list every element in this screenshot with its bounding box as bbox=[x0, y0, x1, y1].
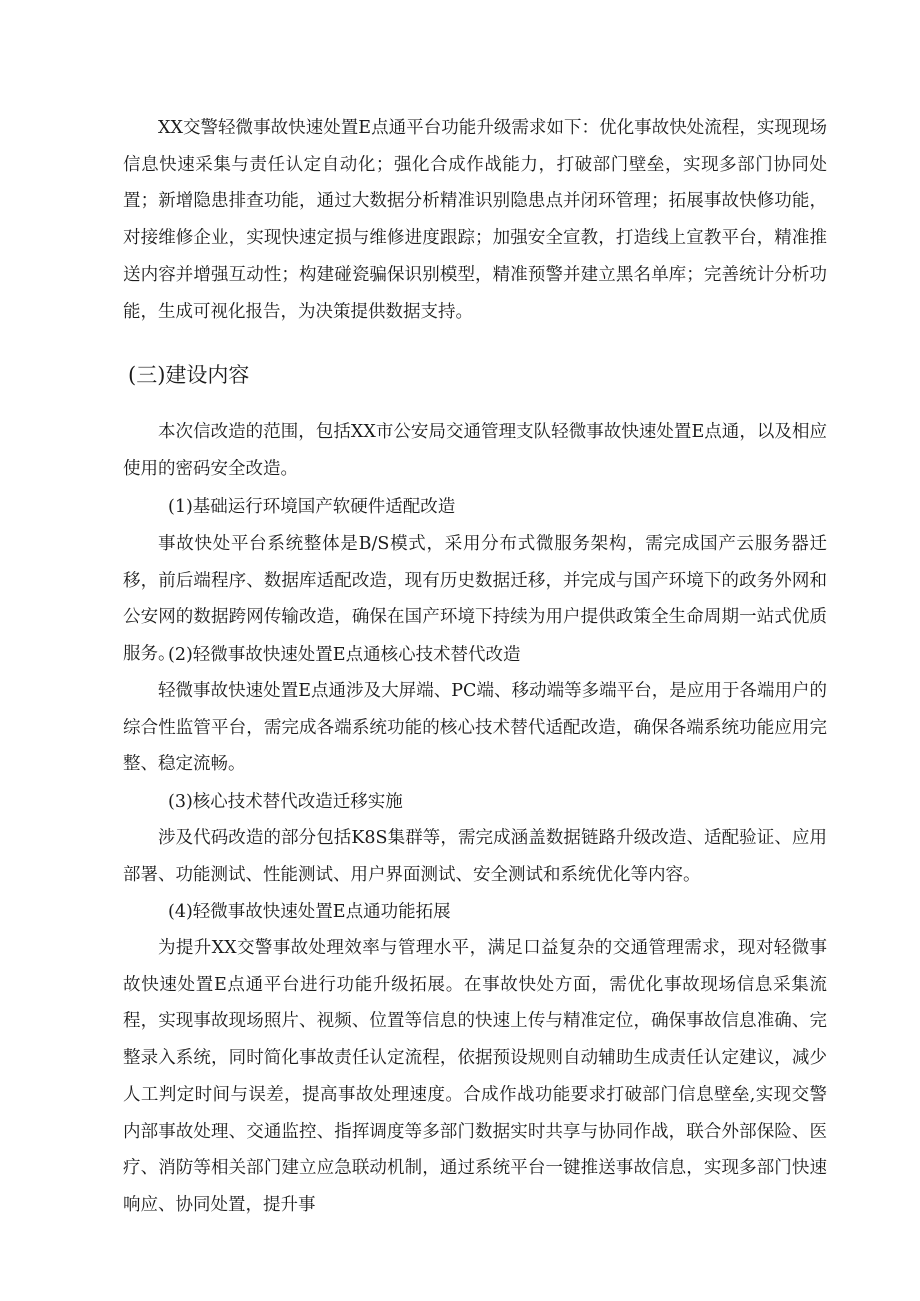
item-1-body: 事故快处平台系统整体是B/S模式，采用分布式微服务架构，需完成国产云服务器迁移，前后端程序、数据库适配改造，现有历史数据迁移，并完成与国产环境下的政务外网和公安网的数据跨网传输改造，确保在国产环境下持续为用户提供政策全生命周期一站式优质服务。 bbox=[123, 534, 827, 665]
intro-paragraph: XX交警轻微事故快速处置E点通平台功能升级需求如下：优化事故快处流程，实现现场信息快速采集与责任认定自动化；强化合成作战能力，打破部门壁垒，实现多部门协同处置；新增隐患排查功能，通过大数据分析精准识别隐患点并闭环管理；拓展事故快修功能，对接维修企业，实现快速定损与维修进度跟踪；加强安全宣教，打造线上宣教平台，精准推送内容并增强互动性；构建碰瓷骗保识别模型，精准预警并建立黑名单库；完善统计分析功能，生成可视化报告，为决策提供数据支持。 bbox=[123, 118, 827, 322]
section-heading: (三)建设内容 bbox=[128, 363, 250, 387]
item-2-body: 轻微事故快速处置E点通涉及大屏端、PC端、移动端等多端平台，是应用于各端用户的综合性监管平台，需完成各端系统功能的核心技术替代适配改造，确保各端系统功能应用完整、稳定流畅。 bbox=[123, 681, 827, 775]
item-4-body: 为提升XX交警事故处理效率与管理水平，满足口益复杂的交通管理需求，现对轻微事故快速处置E点通平台进行功能升级拓展。在事故快处方面，需优化事故现场信息采集流程，实现事故现场照片、视频、位置等信息的快速上传与精准定位，确保事故信息准确、完整录入系统，同时简化事故责任认定流程，依据预设规则自动辅助生成责任认定建议，减少人工判定时间与误差，提高事故处理速度。合成作战功能要求打破部门信息壁垒,实现交警内部事故处理、交通监控、指挥调度等多部门数据实时共享与协同作战，联合外部保险、医疗、消防等相关部门建立应急联动机制，通过系统平台一键推送事故信息，实现多部门快速响应、协同处置，提升事 bbox=[123, 938, 827, 1215]
item-1-title: (1)基础运行环境国产软硬件适配改造 bbox=[168, 497, 456, 517]
item-3-body: 涉及代码改造的部分包括K8S集群等，需完成涵盖数据链路升级改造、适配验证、应用部署、功能测试、性能测试、用户界面测试、安全测试和系统优化等内容。 bbox=[123, 828, 827, 885]
item-2-title: (2)轻微事故快速处置E点通核心技术替代改造 bbox=[168, 645, 521, 665]
item-3-title: (3)核心技术替代改造迁移实施 bbox=[168, 792, 403, 812]
scope-paragraph: 本次信改造的范围，包括XX市公安局交通管理支队轻微事故快速处置E点通，以及相应使用的密码安全改造。 bbox=[123, 422, 827, 479]
item-4-title: (4)轻微事故快速处置E点通功能拓展 bbox=[168, 902, 451, 922]
